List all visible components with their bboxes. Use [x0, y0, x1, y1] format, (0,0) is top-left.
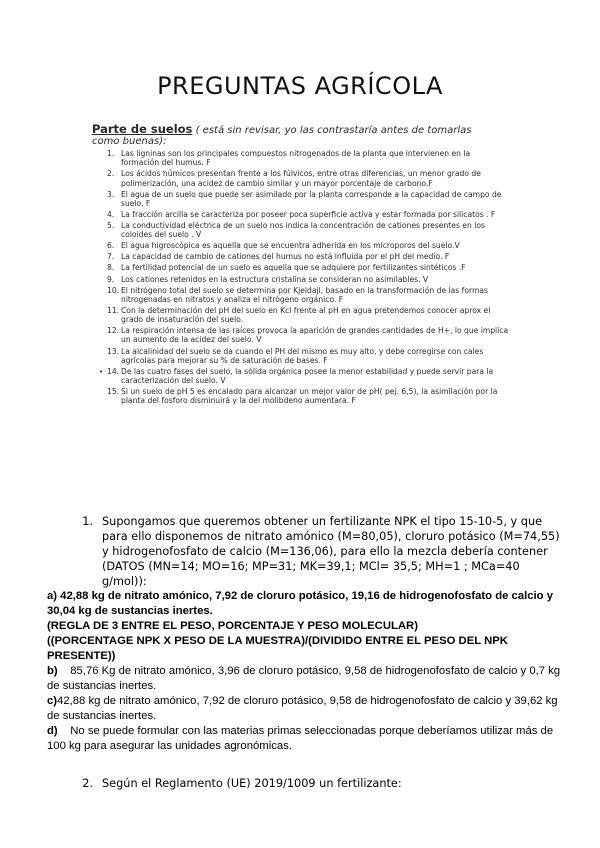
- soil-question-number: 10.: [107, 285, 120, 295]
- question-1: [47, 514, 567, 589]
- answer-options: [47, 589, 567, 754]
- soil-question-text: Con la determinación del pH del suelo en Kcl frente al pH en agua pretendemos conocer aprox el grado de insaturación del suelo.: [121, 305, 491, 325]
- section-heading: [92, 124, 502, 147]
- question-2: [47, 776, 567, 791]
- soil-question-number: 6.: [107, 241, 115, 251]
- answer-d: [47, 724, 567, 754]
- soil-question-text: Las ligninas son los principales compuestos nitrogenados de la planta que intervienen en la formación del humus. F: [121, 149, 471, 168]
- soil-question-text: El agua higroscópica es aquella que se encuentra adherida en los microporos del suelo.V: [121, 241, 460, 251]
- soil-question-item: [90, 149, 510, 167]
- answer-b: [47, 664, 567, 694]
- soil-question-number: 2.: [107, 169, 115, 179]
- soil-question-text: El nitrógeno total del suelo se determina por Kjeldajl, basado en la transformación de las formas nitrogenadas en nitratos y analiza el nitrógeno orgánico. F: [121, 285, 488, 304]
- question-1-text: Supongamos que queremos obtener un fertilizante NPK el tipo 15-10-5, y que para ello disponemos de nitrato amónico (M=80,05), cloruro potásico (M=74,55) y hidrogenofosfato de calcio (M=136,06), para ello la mezcla debería contener (DATOS (MN=14; MO=16; MP=31; MK=39,1; MCl= 35,5; MH=1 ; MCa=40 g/mol)):: [102, 515, 560, 588]
- rule-note-2: ((PORCENTAGE NPK X PESO DE LA MUESTRA)/(DIVIDIDO ENTRE EL PESO DEL NPK PRESENTE)): [47, 635, 508, 662]
- answer-d-text: No se puede formular con las materias primas seleccionadas porque deberíamos utilizar más de 100 kg para asegurar las unidades agronómicas.: [47, 725, 554, 752]
- soil-question-number: 1.: [107, 149, 115, 158]
- soil-question-item: [90, 190, 510, 208]
- soil-question-number: 15.: [107, 387, 120, 397]
- bullet-mark: •: [99, 368, 104, 376]
- soil-question-text: De las cuatro fases del suelo, la sólida orgánica posee la menor estabilidad y puede servir para la caracterización del suelo. V: [121, 366, 494, 386]
- soil-question-number: 12.: [107, 326, 120, 336]
- soil-question-number: 14.: [107, 366, 120, 376]
- soil-question-item: [90, 263, 510, 272]
- rule-note-1: (REGLA DE 3 ENTRE EL PESO, PORCENTAJE Y PESO MOLECULAR): [47, 620, 418, 632]
- answer-b-text: 85,76 Kg de nitrato amónico, 3,96 de cloruro potásico, 9,58 de hidrogenofosfato de calcio y 0,7 kg de sustancias inertes.: [47, 665, 561, 692]
- soil-question-number: 13.: [107, 346, 120, 356]
- answer-c-label: c): [47, 695, 58, 707]
- question-2-number: 2.: [82, 777, 93, 790]
- soil-question-item: [90, 275, 510, 284]
- soil-question-item: [90, 387, 510, 405]
- soil-question-item: [90, 210, 510, 219]
- soil-question-text: Los cationes retenidos en la estructura cristalina se consideran no asimilables. V: [121, 274, 429, 284]
- main-questions: [47, 514, 567, 791]
- section-heading-main: Parte de suelos: [92, 122, 193, 136]
- soil-question-number: 5.: [107, 220, 115, 230]
- soil-question-text: La respiración intensa de las raíces provoca la aparición de grandes cantidades de H+, lo que implica un aumento de la acidez del suelo. V: [121, 326, 509, 345]
- soil-question-item: [90, 326, 510, 344]
- soil-question-item: [90, 286, 510, 304]
- soil-question-list: [90, 149, 510, 406]
- question-2-text: Según el Reglamento (UE) 2019/1009 un fertilizante:: [102, 777, 402, 790]
- answer-c-text: 42,88 kg de nitrato amónico, 7,92 de cloruro potásico, 9,58 de hidrogenofosfato de calcio y 39,62 kg de sustancias inertes.: [47, 695, 558, 722]
- soil-question-text: Si un suelo de pH 5 es encalado para alcanzar un mejor valor de pH( pej. 6,5), la asimilación por la planta del fosforo disminuirá y la del molibdeno aumentara. F: [121, 387, 498, 406]
- soil-question-number: 4.: [107, 209, 115, 219]
- soil-question-text: La alcalinidad del suelo se da cuando el PH del mismo es muy alto, y debe corregirse con cales agrícolas para mejorar su % de saturación de bases. F: [121, 346, 484, 365]
- soil-question-item: [90, 347, 510, 365]
- soil-question-number: 3.: [107, 189, 115, 199]
- soil-question-item: [90, 241, 510, 250]
- soil-question-item: [90, 252, 510, 261]
- soil-question-number: 11.: [107, 305, 120, 315]
- soil-question-item: [90, 367, 510, 385]
- soil-question-text: La conductividad eléctrica de un suelo nos indica la concentración de cationes presentes en los coloides del suelo . V: [121, 220, 485, 240]
- question-1-number: 1.: [82, 515, 93, 528]
- soil-question-number: 7.: [107, 252, 115, 262]
- answer-a: a) 42,88 kg de nitrato amónico, 7,92 de cloruro potásico, 19,16 de hidrogenofosfato de calcio y 30,04 kg de sustancias inertes.: [47, 590, 553, 617]
- soil-question-text: La fertilidad potencial de un suelo es aquella que se adquiere por fertilizantes sintéticos .F: [121, 263, 466, 273]
- answer-d-label: d): [47, 725, 58, 737]
- soil-question-text: La fracción arcilla se caracteriza por poseer poca superficie activa y estar formada por silicatos . F: [121, 209, 496, 219]
- soil-question-item: [90, 169, 510, 187]
- soil-question-item: [90, 306, 510, 324]
- soil-question-text: Los ácidos húmicos presentan frente a los fúlvicos, entre otras diferencias, un menor grado de polimerización, una acidez de cambio similar y un mayor porcentaje de carbono.F: [121, 169, 481, 188]
- soil-question-number: 8.: [107, 263, 115, 273]
- soil-question-number: 9.: [107, 274, 115, 284]
- answer-b-label: b): [47, 665, 58, 677]
- answer-c: [47, 694, 567, 724]
- soil-question-text: La capacidad de cambio de cationes del humus no está influida por el pH del medio. F: [121, 252, 450, 262]
- scanned-soil-questions: [90, 124, 510, 484]
- section-heading-note: ( está sin revisar, yo las contrastaría antes de tomarlas como buenas):: [92, 125, 472, 147]
- soil-question-text: El agua de un suelo que puede ser asimilado por la planta corresponde a la capacidad de campo de suelo. F: [121, 189, 502, 208]
- soil-question-item: [90, 221, 510, 239]
- page-title: PREGUNTAS AGRÍCOLA: [157, 72, 443, 100]
